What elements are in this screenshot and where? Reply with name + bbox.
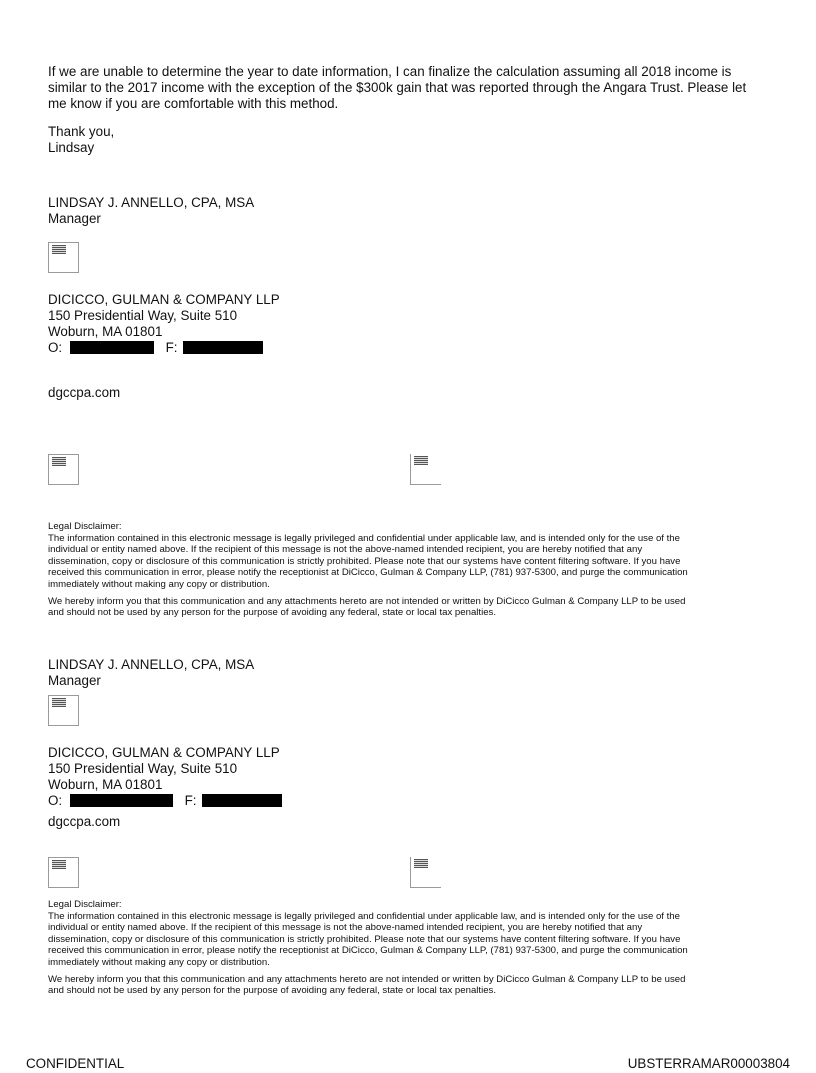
closing-name: Lindsay [48, 140, 95, 155]
disclaimer-line: immediately without making any copy or distribution. [48, 956, 270, 968]
signature-name: LINDSAY J. ANNELLO, CPA, MSA [48, 657, 255, 672]
intro-line: If we are unable to determine the year to date information, I can finalize the calculation assuming all 2018 income is [48, 64, 732, 79]
intro-line: similar to the 2017 income with the exception of the $300k gain that was reported through the Angara Trust. Please let [48, 80, 747, 95]
social-image-placeholder [48, 857, 79, 888]
website-link[interactable]: dgccpa.com [48, 814, 121, 829]
company-address-block [48, 745, 282, 809]
redacted-office-number [70, 341, 154, 354]
company-name: DICICCO, GULMAN & COMPANY LLP [48, 292, 280, 307]
disclaimer-line: The information contained in this electronic message is legally privileged and confidential under applicable law, and is intended only for the use of the [48, 910, 680, 922]
logo-image-placeholder [48, 242, 79, 273]
disclaimer-line: We hereby inform you that this communication and any attachments hereto are not intended or written by DiCicco Gulman & Company LLP to be used [48, 595, 686, 607]
disclaimer-heading: Legal Disclaimer: [48, 899, 122, 910]
closing-thanks: Thank you, [48, 124, 115, 139]
signature-name: LINDSAY J. ANNELLO, CPA, MSA [48, 195, 255, 210]
office-label: O: [48, 340, 63, 355]
fax-label: F: [184, 793, 197, 808]
address-line-1: 150 Presidential Way, Suite 510 [48, 761, 238, 776]
disclaimer-line: and should not be used by any person for the purpose of avoiding any federal, state or local tax penalties. [48, 985, 497, 997]
social-image-placeholder [410, 857, 441, 888]
signature-title: Manager [48, 211, 101, 226]
disclaimer-line: dissemination, copy or disclosure of this communication is strictly prohibited. Please note that our systems have content filtering software. If you have [48, 933, 681, 945]
signature-title: Manager [48, 673, 101, 688]
bates-number: UBSTERRAMAR00003804 [627, 1056, 790, 1071]
redacted-fax-number [202, 794, 282, 807]
disclaimer-line: immediately without making any copy or distribution. [48, 578, 270, 590]
signature-block [48, 195, 254, 227]
social-image-placeholder [410, 454, 441, 485]
disclaimer-line: individual or entity named above. If the recipient of this message is not the above-named intended recipient, you are hereby notified that any [48, 922, 643, 934]
legal-disclaimer [48, 899, 688, 997]
disclaimer-line: individual or entity named above. If the recipient of this message is not the above-named intended recipient, you are hereby notified that any [48, 544, 643, 556]
disclaimer-line: received this communication in error, please notify the receptionist at DiCicco, Gulman & Company LLP, (781) 937-5300, and purge the communication [48, 945, 688, 957]
phone-fax-line [48, 793, 282, 809]
address-line-1: 150 Presidential Way, Suite 510 [48, 308, 238, 323]
disclaimer-line: dissemination, copy or disclosure of this communication is strictly prohibited. Please note that our systems have content filtering software. If you have [48, 555, 681, 567]
phone-fax-line [48, 340, 280, 356]
social-image-placeholder [48, 454, 79, 485]
disclaimer-heading: Legal Disclaimer: [48, 521, 122, 532]
redacted-fax-number [183, 341, 263, 354]
office-label: O: [48, 793, 63, 808]
logo-image-placeholder [48, 695, 79, 726]
address-line-2: Woburn, MA 01801 [48, 777, 163, 792]
closing [48, 124, 114, 156]
intro-line: me know if you are comfortable with this method. [48, 96, 339, 111]
disclaimer-line: We hereby inform you that this communication and any attachments hereto are not intended or written by DiCicco Gulman & Company LLP to be used [48, 973, 686, 985]
confidential-label: CONFIDENTIAL [26, 1056, 125, 1071]
disclaimer-line: and should not be used by any person for the purpose of avoiding any federal, state or local tax penalties. [48, 607, 497, 619]
intro-paragraph [48, 64, 746, 112]
disclaimer-line: The information contained in this electronic message is legally privileged and confidential under applicable law, and is intended only for the use of the [48, 532, 680, 544]
company-name: DICICCO, GULMAN & COMPANY LLP [48, 745, 280, 760]
company-address-block [48, 292, 280, 356]
website-link[interactable]: dgccpa.com [48, 385, 121, 400]
legal-disclaimer [48, 521, 688, 619]
redacted-office-number [70, 794, 173, 807]
address-line-2: Woburn, MA 01801 [48, 324, 163, 339]
signature-block [48, 657, 254, 689]
fax-label: F: [165, 340, 178, 355]
disclaimer-line: received this communication in error, please notify the receptionist at DiCicco, Gulman & Company LLP, (781) 937-5300, and purge the communication [48, 567, 688, 579]
